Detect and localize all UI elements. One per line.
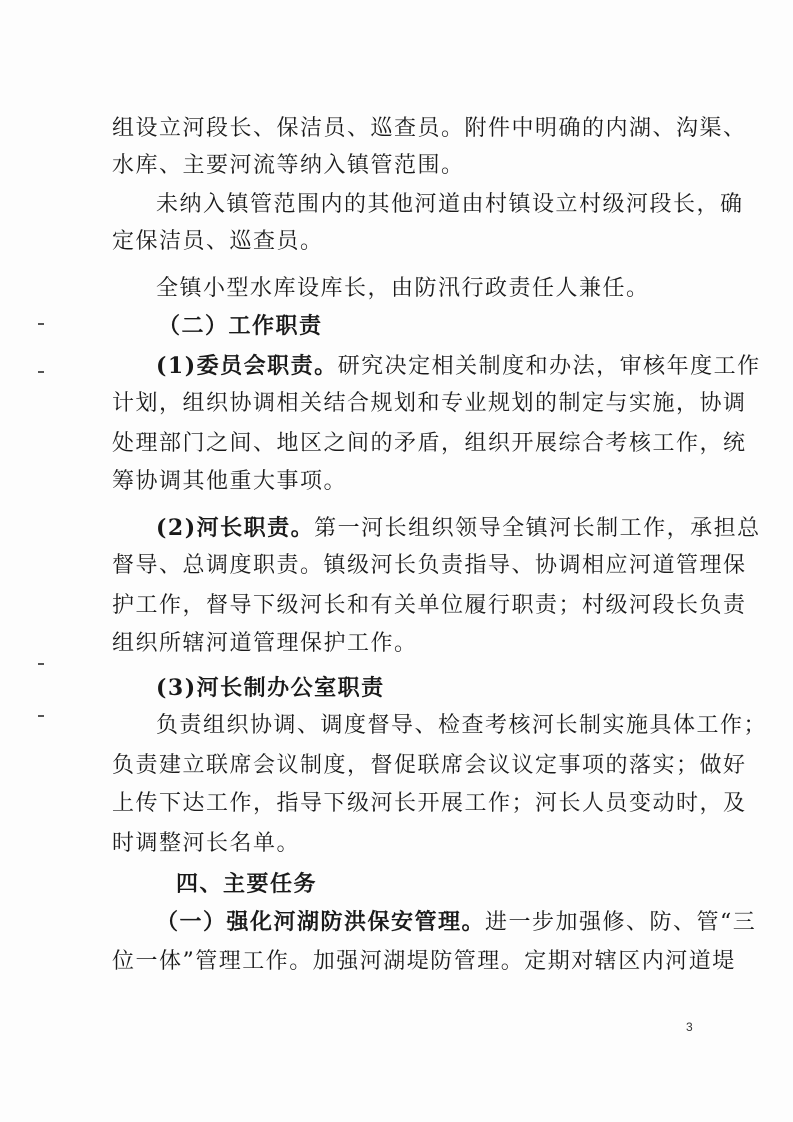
chapter-heading: 四、主要任务: [176, 871, 318, 897]
body-line: 负责建立联席会议制度，督促联席会议议定事项的落实；做好: [112, 753, 747, 778]
scan-mark: [38, 715, 44, 717]
body-line: [156, 908, 757, 937]
scan-mark: [38, 323, 44, 325]
page-number: 3: [686, 1020, 693, 1034]
item-title: (3)河长制办公室职责: [156, 675, 385, 701]
body-line: 上传下达工作，指导下级河长开展工作；河长人员变动时，及: [112, 791, 747, 816]
body-line: 未纳入镇管范围内的其他河道由村镇设立村级河段长，确: [156, 192, 744, 217]
body-line: 筹协调其他重大事项。: [112, 469, 348, 494]
body-line: 计划，组织协调相关结合规划和专业规划的制定与实施，协调: [112, 391, 747, 416]
body-line: [156, 514, 761, 543]
body-line: 护工作，督导下级河长和有关单位履行职责；村级河段长负责: [112, 593, 747, 618]
scan-mark: [38, 371, 44, 373]
body-line: 组设立河段长、保洁员、巡查员。附件中明确的内湖、沟渠、: [112, 116, 747, 141]
item-title: (1)委员会职责。: [156, 353, 338, 379]
body-line: 处理部门之间、地区之间的矛盾，组织开展综合考核工作，统: [112, 431, 747, 456]
body-line: 水库、主要河流等纳入镇管范围。: [112, 153, 465, 178]
body-line: 督导、总调度职责。镇级河长负责指导、协调相应河道管理保: [112, 553, 747, 578]
body-line: 位一体”管理工作。加强河湖堤防管理。定期对辖区内河道堤: [112, 949, 736, 974]
body-line: 全镇小型水库设库长，由防汛行政责任人兼任。: [156, 276, 650, 301]
body-line: 负责组织协调、调度督导、检查考核河长制实施具体工作；: [156, 713, 768, 738]
item-text: 第一河长组织领导全镇河长制工作，承担总: [314, 516, 761, 541]
body-line: 定保洁员、巡查员。: [112, 229, 324, 254]
body-line: [156, 352, 761, 381]
section-heading: （二）工作职责: [158, 313, 323, 339]
item-title: （一）强化河湖防洪保安管理。: [156, 909, 486, 935]
scan-mark: [38, 663, 44, 665]
item-text: 研究决定相关制度和办法，审核年度工作: [337, 354, 761, 379]
item-text: 进一步加强修、防、管“三: [485, 910, 757, 935]
body-line: 时调整河长名单。: [112, 831, 301, 856]
item-title: (2)河长职责。: [156, 515, 315, 541]
body-line: 组织所辖河道管理保护工作。: [112, 631, 418, 656]
